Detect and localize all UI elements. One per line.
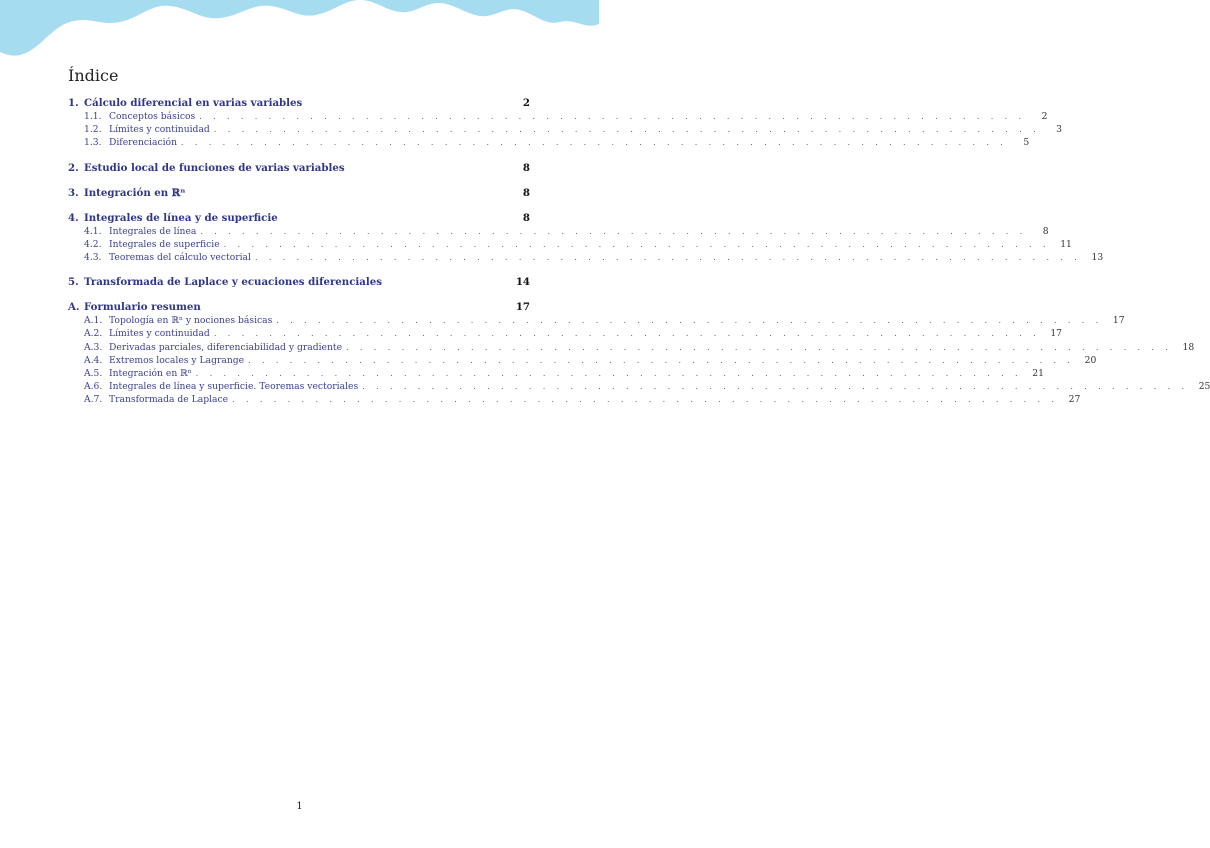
toc-section-title[interactable]: Formulario resumen [84,301,201,314]
toc-section-number: 3. [68,186,79,199]
toc-subsection-page[interactable]: 3 [1056,124,1063,136]
toc-subsection-entry[interactable] [68,110,1048,123]
toc-subsection-page[interactable]: 2 [1041,111,1048,122]
toc-dot-leader: . . . . . . . . . . . . . . . . . . . . . . . . . . . . . . . . . . . . . . . . . . . . . . . . . . . . . . . . . . . . [223,239,1050,249]
toc-section-number: 1. [68,97,79,109]
toc-section-page[interactable]: 8 [522,186,530,199]
toc-subsection-entry[interactable] [68,251,1104,264]
toc-subsection-entry[interactable] [68,367,1044,380]
toc-section-title[interactable]: Integración en ℝⁿ [84,186,186,199]
toc-subsection-entry[interactable] [68,327,1063,340]
toc-subsection-title[interactable]: Integrales de línea [109,225,197,237]
toc-dot-leader: . . . . . . . . . . . . . . . . . . . . . . . . . . . . . . . . . . . . . . . . . . . . . . . . . . . . . . . . . . . . [200,226,1027,236]
toc-section-entry[interactable] [68,300,530,314]
toc-dot-leader: . . . . . . . . . . . . . . . . . . . . . . . . . . . . . . . . . . . . . . . . . . . . . . . . . . . . . . . . . . . . [213,125,1041,135]
toc-subsection-title[interactable]: Teoremas del cálculo vectorial [109,251,251,263]
toc-subsection-entry[interactable] [68,225,1049,238]
toc-section-title[interactable]: Transformada de Laplace y ecuaciones diferenciales [84,276,382,289]
toc-subsection-page[interactable]: 5 [1023,137,1030,149]
toc-subsection-number: A.3. [84,341,103,353]
toc-dot-leader: . . . . . . . . . . . . . . . . . . . . . . . . . . . . . . . . . . . . . . . . . . . . . . . . . . . . . . . . . . . . [248,355,1075,365]
toc-subsection-number: 1.2. [84,124,102,136]
toc-subsection-title[interactable]: Integrales de superficie [109,238,220,250]
page-title: Índice [68,66,119,85]
toc-subsection-page[interactable]: 11 [1060,238,1072,250]
toc-section-title[interactable]: Cálculo diferencial en varias variables [84,97,303,109]
toc-section-page[interactable]: 17 [515,301,530,314]
toc-section-entry[interactable] [68,211,530,225]
toc-subsection-title[interactable]: Integrales de línea y superficie. Teoremas vectoriales [109,381,359,393]
toc-section-page[interactable]: 8 [522,211,530,224]
toc-subsection-title[interactable]: Integración en ℝⁿ [109,367,192,379]
toc-subsection-title[interactable]: Topología en ℝⁿ y nociones básicas [109,315,273,327]
toc-subsection-number: 1.1. [84,111,102,122]
toc-section-number: A. [68,301,80,314]
toc-subsection-page[interactable]: 17 [1050,328,1063,340]
toc-section-title[interactable]: Integrales de línea y de superficie [84,211,278,224]
toc-dot-leader: . . . . . . . . . . . . . . . . . . . . . . . . . . . . . . . . . . . . . . . . . . . . . . . . . . . . . . . . . . . . [199,112,1026,121]
decorative-wave-banner [0,0,599,70]
toc-section-entry[interactable] [68,161,530,175]
toc-subsection-page[interactable]: 18 [1182,341,1195,353]
toc-subsection-number: A.1. [84,315,103,327]
toc-subsection-entry[interactable] [68,354,1097,367]
toc-subsection-number: A.7. [84,394,103,406]
toc-subsection-page[interactable]: 20 [1084,354,1097,366]
toc-subsection-page[interactable]: 21 [1032,367,1044,379]
toc-section-entry[interactable] [68,275,530,289]
toc-dot-leader: . . . . . . . . . . . . . . . . . . . . . . . . . . . . . . . . . . . . . . . . . . . . . . . . . . . . . . . . . . . . [195,368,1022,378]
toc-subsection-page[interactable]: 27 [1068,394,1081,406]
toc-section-number: 2. [68,161,79,174]
toc-dot-leader: . . . . . . . . . . . . . . . . . . . . . . . . . . . . . . . . . . . . . . . . . . . . . . . . . . . . . . . . . . . . [180,138,1008,148]
toc-subsection-title[interactable]: Límites y continuidad [109,328,210,340]
table-of-contents [68,96,1210,406]
page-number: 1 [296,801,303,812]
toc-section-page[interactable]: 2 [522,97,530,109]
toc-dot-leader: . . . . . . . . . . . . . . . . . . . . . . . . . . . . . . . . . . . . . . . . . . . . . . . . . . . . . . . . . . . . [254,252,1082,262]
toc-subsection-number: A.5. [84,367,103,379]
toc-section-number: 4. [68,211,79,224]
toc-dot-leader: . . . . . . . . . . . . . . . . . . . . . . . . . . . . . . . . . . . . . . . . . . . . . . . . . . . . . . . . . . . . [346,342,1173,352]
toc-section-number: 5. [68,276,79,289]
toc-subsection-title[interactable]: Límites y continuidad [109,124,210,136]
toc-section-entry[interactable] [68,96,530,110]
toc-section-page[interactable]: 14 [515,276,530,289]
toc-subsection-page[interactable]: 8 [1042,225,1049,237]
toc-subsection-entry[interactable] [68,393,1081,406]
toc-section-page[interactable]: 8 [522,161,530,174]
toc-subsection-title[interactable]: Derivadas parciales, diferenciabilidad y gradiente [109,341,343,353]
toc-subsection-page[interactable]: 13 [1091,251,1104,263]
toc-section-title[interactable]: Estudio local de funciones de varias variables [84,161,345,174]
toc-subsection-number: A.4. [84,354,103,366]
toc-subsection-entry[interactable] [68,136,1030,149]
toc-subsection-title[interactable]: Transformada de Laplace [109,394,229,406]
toc-subsection-number: A.2. [84,328,103,340]
toc-subsection-title[interactable]: Extremos locales y Lagrange [109,354,245,366]
toc-dot-leader: . . . . . . . . . . . . . . . . . . . . . . . . . . . . . . . . . . . . . . . . . . . . . . . . . . . . . . . . . . . . [276,316,1103,326]
toc-subsection-title[interactable]: Diferenciación [109,137,177,149]
toc-dot-leader: . . . . . . . . . . . . . . . . . . . . . . . . . . . . . . . . . . . . . . . . . . . . . . . . . . . . . . . . . . . . [213,329,1041,339]
toc-subsection-entry[interactable] [68,314,1125,327]
toc-subsection-entry[interactable] [68,238,1072,251]
toc-subsection-number: A.6. [84,381,103,393]
toc-section-entry[interactable] [68,186,530,200]
toc-dot-leader: . . . . . . . . . . . . . . . . . . . . . . . . . . . . . . . . . . . . . . . . . . . . . . . . . . . . . . . . . . . . [362,382,1189,392]
toc-subsection-page[interactable]: 25 [1198,381,1210,393]
toc-subsection-number: 1.3. [84,137,102,149]
toc-subsection-entry[interactable] [68,123,1063,136]
toc-dot-leader: . . . . . . . . . . . . . . . . . . . . . . . . . . . . . . . . . . . . . . . . . . . . . . . . . . . . . . . . . . . . [232,395,1059,405]
toc-subsection-number: 4.1. [84,225,102,237]
toc-subsection-number: 4.3. [84,251,102,263]
toc-subsection-entry[interactable] [68,380,1210,393]
toc-subsection-page[interactable]: 17 [1112,315,1125,327]
toc-subsection-entry[interactable] [68,341,1195,354]
toc-subsection-title[interactable]: Conceptos básicos [109,111,196,122]
toc-subsection-number: 4.2. [84,238,102,250]
